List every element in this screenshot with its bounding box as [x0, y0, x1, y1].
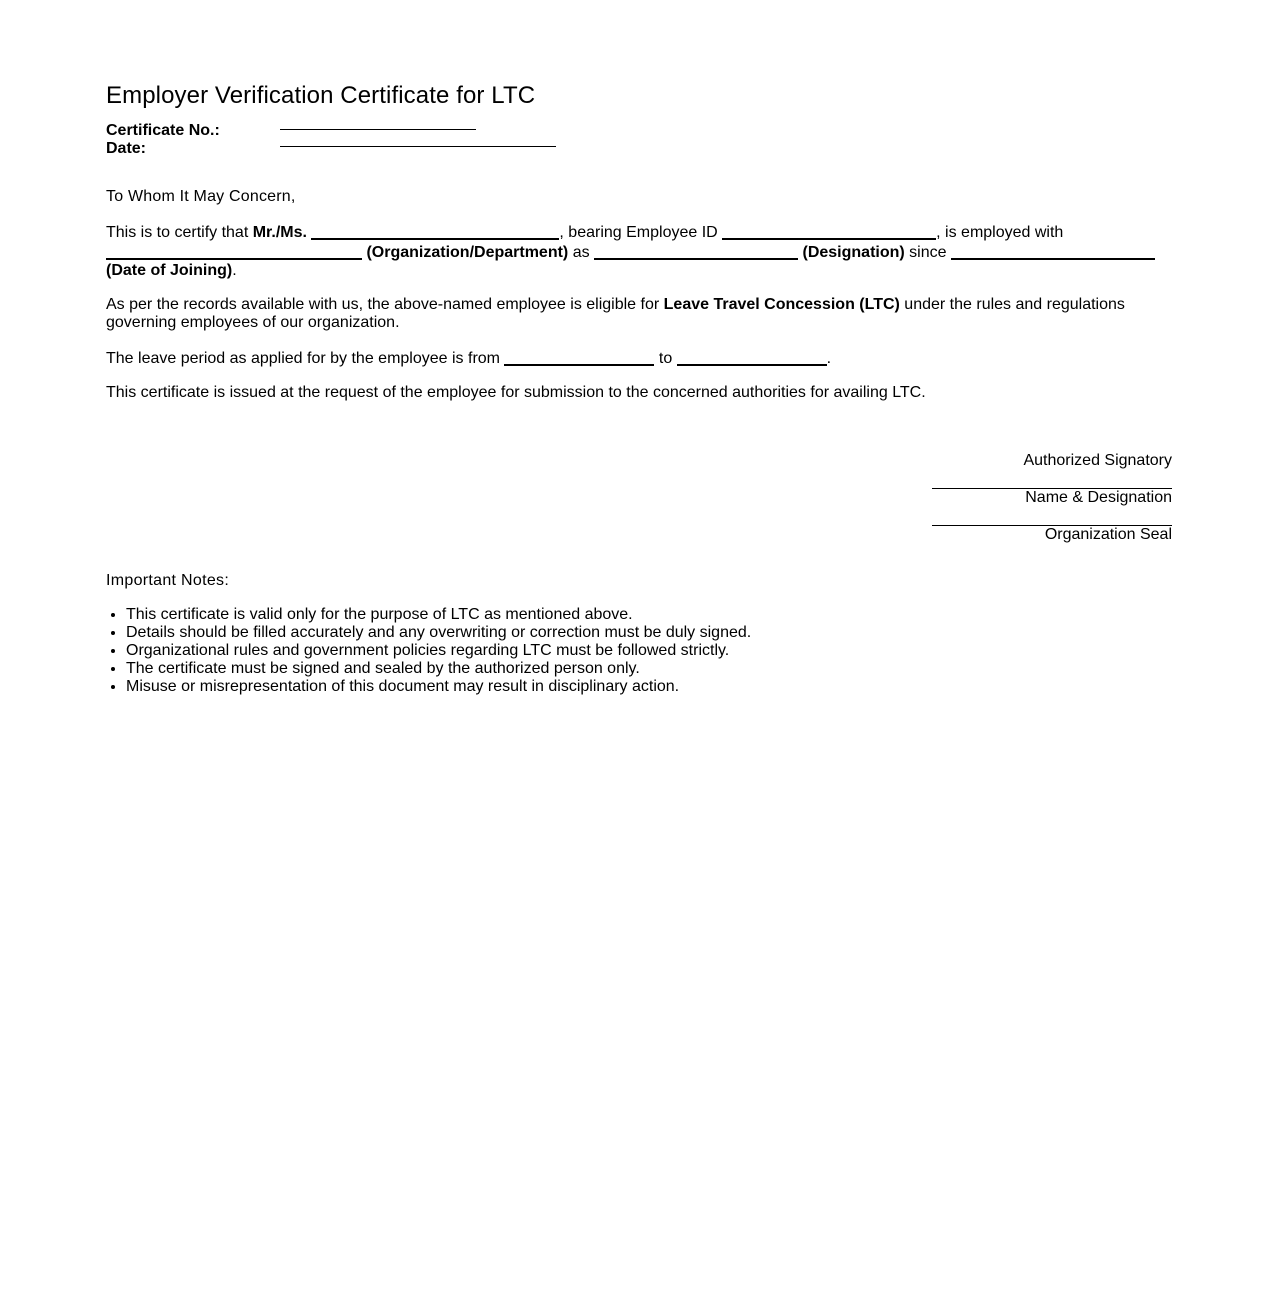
certify-end: .	[232, 262, 237, 279]
eligibility-text-2: under the rules and regulations governing employees of our organization.	[106, 296, 1125, 331]
designation-label: (Designation)	[802, 244, 905, 261]
greeting: To Whom It May Concern,	[106, 188, 296, 205]
notes-heading: Important Notes:	[106, 572, 230, 589]
leave-to-blank	[677, 348, 827, 366]
certification-paragraph	[106, 222, 1172, 280]
eligibility-paragraph	[106, 296, 1172, 332]
organization-blank	[106, 242, 362, 260]
certificate-meta	[106, 122, 1172, 158]
list-item: • Details should be filled accurately and any overwriting or correction must be duly signed.	[126, 624, 1172, 642]
certificate-document	[106, 82, 1172, 696]
employee-id-blank	[722, 222, 936, 240]
period-text-1: The leave period as applied for by the employee is from	[106, 350, 505, 367]
certify-text-1: This is to certify that	[106, 224, 253, 241]
period-end: .	[826, 350, 832, 367]
organization-seal: Organization Seal	[932, 525, 1172, 544]
date-of-joining-label: (Date of Joining)	[106, 262, 233, 279]
mr-ms-label: Mr./Ms.	[252, 224, 307, 241]
list-item: • Misuse or misrepresentation of this document may result in disciplinary action.	[126, 678, 1172, 696]
authorized-signatory: Authorized Signatory	[1023, 452, 1172, 469]
certificate-no-label: Certificate No.:	[106, 122, 220, 139]
designation-blank	[594, 242, 798, 260]
certify-text-2: , bearing Employee ID	[559, 224, 723, 241]
date-of-joining-blank	[951, 242, 1155, 260]
date-blank	[280, 146, 556, 147]
leave-from-blank	[504, 348, 654, 366]
list-item: • This certificate is valid only for the purpose of LTC as mentioned above.	[126, 606, 1172, 624]
signature-block	[106, 452, 1172, 544]
document-title: Employer Verification Certificate for LTC	[106, 82, 536, 109]
notes-list	[106, 606, 1172, 696]
list-item: • The certificate must be signed and sealed by the authorized person only.	[126, 660, 1172, 678]
issued-paragraph: This certificate is issued at the request of the employee for submission to the concerned authorities for availing LTC.	[106, 384, 926, 401]
certify-text-3: , is employed with	[936, 224, 1064, 241]
eligibility-text-1: As per the records available with us, the above-named employee is eligible for	[106, 296, 664, 313]
name-designation: Name & Designation	[932, 488, 1172, 507]
leave-period-paragraph	[106, 348, 1172, 368]
org-dept-label: (Organization/Department)	[366, 244, 569, 261]
employee-name-blank	[311, 222, 559, 240]
date-label: Date:	[106, 140, 147, 157]
as-text: as	[568, 244, 595, 261]
list-item: • Organizational rules and government policies regarding LTC must be followed strictly.	[126, 642, 1172, 660]
certificate-no-row	[106, 122, 1172, 140]
certificate-no-blank	[280, 129, 476, 130]
since-text: since	[904, 244, 951, 261]
ltc-label: Leave Travel Concession (LTC)	[663, 296, 900, 313]
date-row	[106, 140, 1172, 158]
period-to-text: to	[654, 350, 677, 367]
